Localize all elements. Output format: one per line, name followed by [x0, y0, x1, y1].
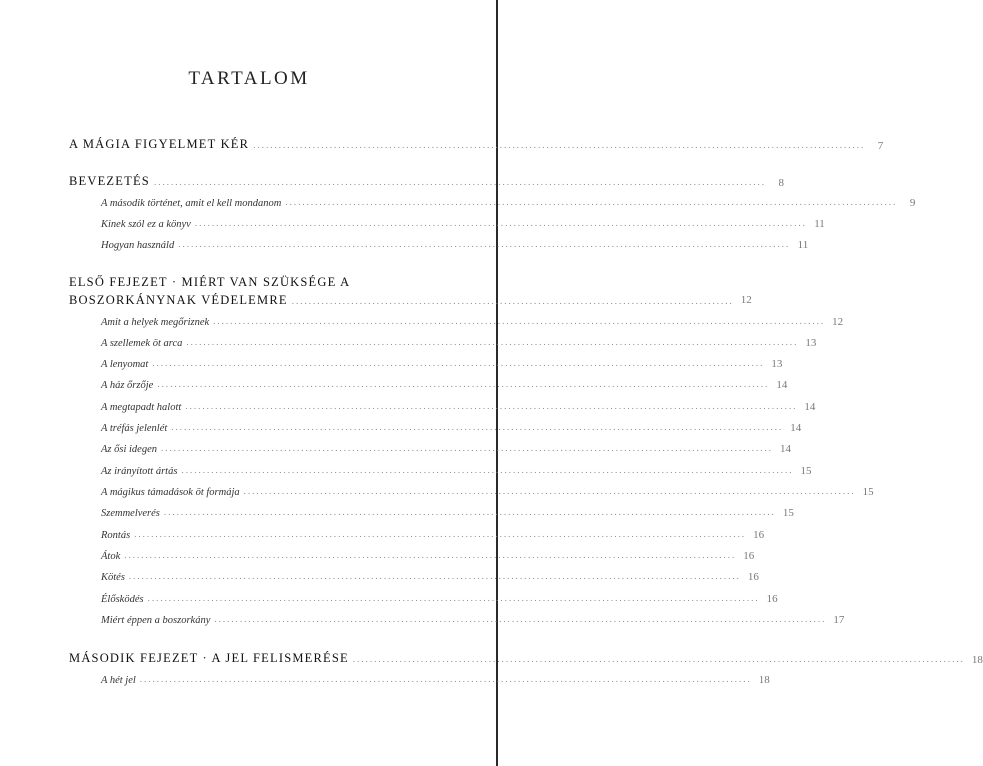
toc-subentry[interactable] — [101, 358, 783, 370]
leader-dots — [214, 615, 826, 626]
toc-entry-label: Miért éppen a boszorkány — [101, 615, 211, 626]
toc-entry-label: A lenyomat — [101, 359, 149, 370]
leader-dots — [253, 141, 865, 152]
toc-subentry[interactable] — [101, 197, 916, 209]
leader-dots — [140, 675, 752, 686]
toc-entry-label: Kötés — [101, 572, 125, 583]
toc-page-number: 15 — [800, 465, 812, 477]
leader-dots — [185, 402, 797, 413]
toc-entry-magia[interactable] — [69, 137, 884, 152]
leader-dots — [181, 466, 793, 477]
leader-dots — [171, 423, 783, 434]
toc-subentry[interactable] — [101, 422, 802, 434]
toc-entry-label-line1: ELSŐ FEJEZET · MIÉRT VAN SZÜKSÉGE A — [69, 275, 351, 289]
toc-entry-label: Hogyan használd — [101, 240, 175, 251]
leader-dots — [353, 655, 965, 666]
toc-subentry[interactable] — [101, 218, 825, 230]
toc-entry-label: Átok — [101, 551, 121, 562]
toc-page-number: 18 — [758, 674, 770, 686]
toc-entry-label-line2: BOSZORKÁNYNAK VÉDELEMRE — [69, 293, 288, 307]
toc-entry-label: Rontás — [101, 530, 131, 541]
toc-entry-label: A második történet, amit el kell mondanom — [101, 198, 282, 209]
leader-dots — [213, 317, 825, 328]
leader-dots — [124, 551, 736, 562]
leader-dots — [154, 178, 766, 189]
toc-page-number: 14 — [804, 401, 816, 413]
leader-dots: ........................................................................................................ — [291, 296, 734, 306]
toc-subentry[interactable] — [101, 507, 794, 519]
toc-entry-label: Kinek szól ez a könyv — [101, 219, 191, 230]
toc-subentry[interactable] — [101, 529, 765, 541]
toc-entry-label: Szemmelverés — [101, 508, 160, 519]
toc-page-number: 12 — [740, 294, 752, 306]
leader-dots — [129, 572, 741, 583]
toc-page-number: 8 — [778, 177, 784, 189]
leader-dots — [195, 219, 807, 230]
leader-dots — [152, 359, 764, 370]
leader-dots — [186, 338, 798, 349]
toc-entry-masodik-fejezet[interactable] — [69, 651, 983, 666]
toc-subentry[interactable] — [101, 550, 755, 562]
leader-dots — [157, 380, 769, 391]
toc-entry-label: A MÁGIA FIGYELMET KÉR — [69, 137, 250, 151]
leader-dots — [161, 444, 773, 455]
toc-entry-label: A hét jel — [101, 675, 136, 686]
toc-page-number: 11 — [797, 239, 809, 251]
toc-subentry[interactable] — [101, 571, 759, 583]
toc-subentry[interactable] — [101, 443, 791, 455]
toc-page-number: 14 — [776, 379, 788, 391]
toc-entry-label: Az irányított ártás — [101, 466, 178, 477]
toc-entry-elso-fejezet[interactable] — [69, 273, 752, 309]
toc-page-number: 16 — [766, 593, 778, 605]
toc-entry-label: Amit a helyek megőriznek — [101, 317, 210, 328]
toc-page-number: 16 — [753, 529, 765, 541]
toc-entry-label: Élősködés — [101, 594, 144, 605]
toc-page-number: 16 — [747, 571, 759, 583]
toc-page-number: 14 — [780, 443, 791, 455]
toc-page-number: 16 — [743, 550, 755, 562]
toc-subentry[interactable] — [101, 379, 788, 391]
toc-subentry[interactable] — [101, 465, 812, 477]
toc-subentry[interactable] — [101, 486, 874, 498]
toc-entry-bevezetes[interactable] — [69, 174, 784, 189]
toc-subentry[interactable] — [101, 674, 770, 686]
toc-page-number: 9 — [909, 197, 916, 209]
toc-entry-label: A megtapadt halott — [101, 402, 182, 413]
toc-page-number: 12 — [832, 316, 844, 328]
toc-page-number: 14 — [790, 422, 802, 434]
toc-page-number: 18 — [971, 654, 983, 666]
toc-subentry[interactable] — [101, 337, 817, 349]
page-title: TARTALOM — [188, 68, 310, 89]
toc-entry-label: A szellemek öt arca — [101, 338, 183, 349]
toc-subentry[interactable] — [101, 401, 816, 413]
toc-entry-label: BEVEZETÉS — [69, 174, 150, 188]
toc-page-number: 17 — [833, 614, 845, 626]
leader-dots — [134, 530, 746, 541]
toc-page-number: 11 — [814, 218, 825, 230]
toc-page-number: 13 — [771, 358, 783, 370]
toc-subentry[interactable] — [101, 239, 809, 251]
toc-entry-label: MÁSODIK FEJEZET · A JEL FELISMERÉSE — [69, 651, 349, 665]
toc-subentry[interactable] — [101, 614, 845, 626]
toc-page-number: 7 — [877, 140, 884, 152]
toc-page-number: 15 — [862, 486, 874, 498]
toc-entry-label: A tréfás jelenlét — [101, 423, 168, 434]
toc-page-number: 13 — [805, 337, 817, 349]
toc-entry-label: A mágikus támadások öt formája — [101, 487, 240, 498]
toc-entry-label: A ház őrzője — [101, 380, 154, 391]
leader-dots — [285, 198, 897, 209]
leader-dots — [178, 240, 790, 251]
toc-entry-label: Az ősi idegen — [101, 444, 157, 455]
toc-subentry[interactable] — [101, 593, 778, 605]
toc-subentry[interactable] — [101, 316, 844, 328]
toc-page-number: 15 — [782, 507, 794, 519]
leader-dots — [148, 594, 760, 605]
leader-dots — [244, 487, 856, 498]
leader-dots — [164, 508, 776, 519]
